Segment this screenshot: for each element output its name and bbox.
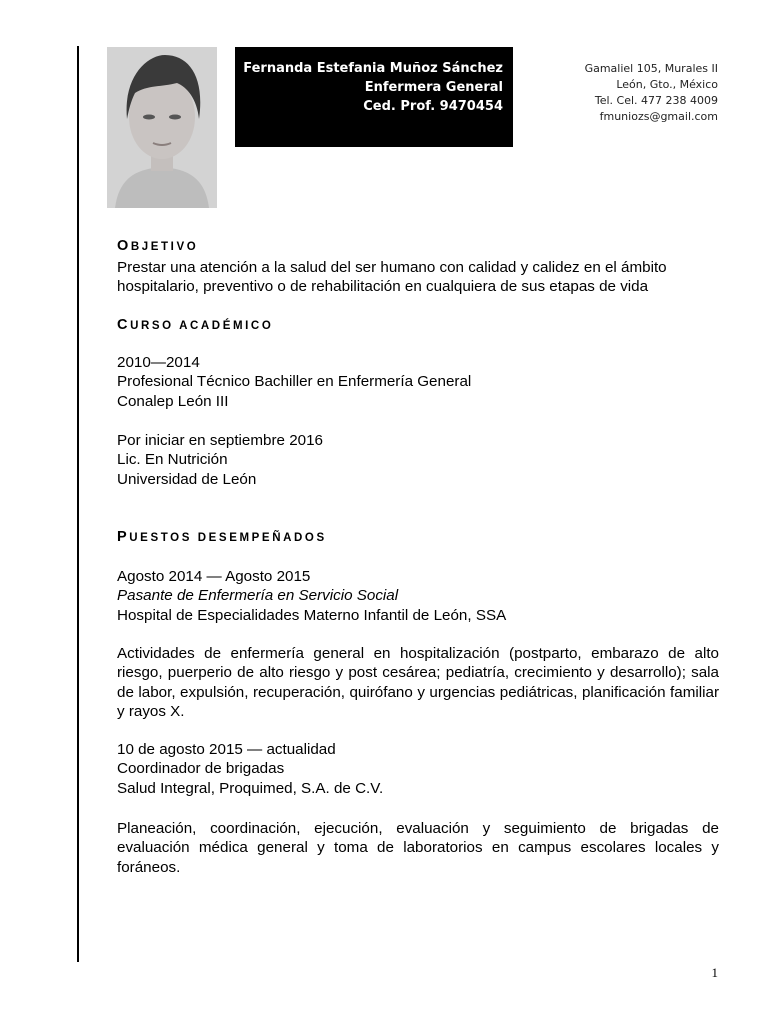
profile-photo <box>107 47 217 208</box>
professional-license: Ced. Prof. 9470454 <box>363 99 503 114</box>
experience-role: Coordinador de brigadas <box>117 760 285 778</box>
education-heading-initial: C <box>117 317 131 333</box>
education-title: Lic. En Nutrición <box>117 451 228 469</box>
objective-heading-initial: O <box>117 238 131 254</box>
objective-heading-rest: BJETIVO <box>130 241 199 253</box>
experience-heading-initial: P <box>117 529 130 545</box>
education-heading-rest: URSO ACADÉMICO <box>130 320 274 332</box>
experience-role: Pasante de Enfermería en Servicio Social <box>117 587 399 605</box>
contact-city: León, Gto., México <box>616 78 718 91</box>
contact-email: fmuniozs@gmail.com <box>599 110 718 123</box>
contact-phone: Tel. Cel. 477 238 4009 <box>594 94 718 107</box>
education-institution: Conalep León III <box>117 392 229 410</box>
experience-item <box>117 740 719 798</box>
experience-organization: Hospital de Especialidades Materno Infantil de León, SSA <box>117 606 507 624</box>
education-heading <box>117 317 273 333</box>
name-header-box <box>235 47 513 147</box>
experience-period: Agosto 2014 — Agosto 2015 <box>117 568 311 585</box>
contact-address: Gamaliel 105, Murales II <box>584 62 718 75</box>
objective-text-line-2: hospitalario, preventivo o de rehabilitación en cualquiera de sus etapas de vida <box>117 278 649 296</box>
experience-organization: Salud Integral, Proquimed, S.A. de C.V. <box>117 779 384 797</box>
objective-text <box>117 258 719 297</box>
education-item <box>117 353 719 411</box>
education-period: Por iniciar en septiembre 2016 <box>117 432 323 449</box>
education-item <box>117 431 719 489</box>
experience-description: Planeación, coordinación, ejecución, evaluación y seguimiento de brigadas de evaluación médica general y toma de laboratorios en campus escolares locales y foráneos. <box>117 820 719 876</box>
experience-description: Actividades de enfermería general en hospitalización (postparto, embarazo de alto riesgo, puerperio de alto riesgo y post cesárea; pediatría, crecimiento y desarrollo); sala de labor, expulsión, recuperación, quirófano y urgencias pediátricas, planificación familiar y rayos X. <box>117 645 719 720</box>
education-institution: Universidad de León <box>117 470 257 488</box>
education-title: Profesional Técnico Bachiller en Enfermería General <box>117 373 472 391</box>
experience-item <box>117 567 719 625</box>
experience-heading <box>117 529 327 545</box>
objective-text-line-1: Prestar una atención a la salud del ser humano con calidad y calidez en el ámbito <box>117 259 667 276</box>
experience-period: 10 de agosto 2015 — actualidad <box>117 741 336 758</box>
left-margin-rule <box>77 46 79 962</box>
page-number: 1 <box>711 965 718 980</box>
candidate-profession: Enfermera General <box>364 80 503 95</box>
contact-info <box>585 61 718 125</box>
education-period: 2010—2014 <box>117 354 200 371</box>
objective-heading <box>117 238 198 254</box>
candidate-name: Fernanda Estefania Muñoz Sánchez <box>243 61 503 76</box>
experience-heading-rest: UESTOS DESEMPEÑADOS <box>129 532 327 544</box>
